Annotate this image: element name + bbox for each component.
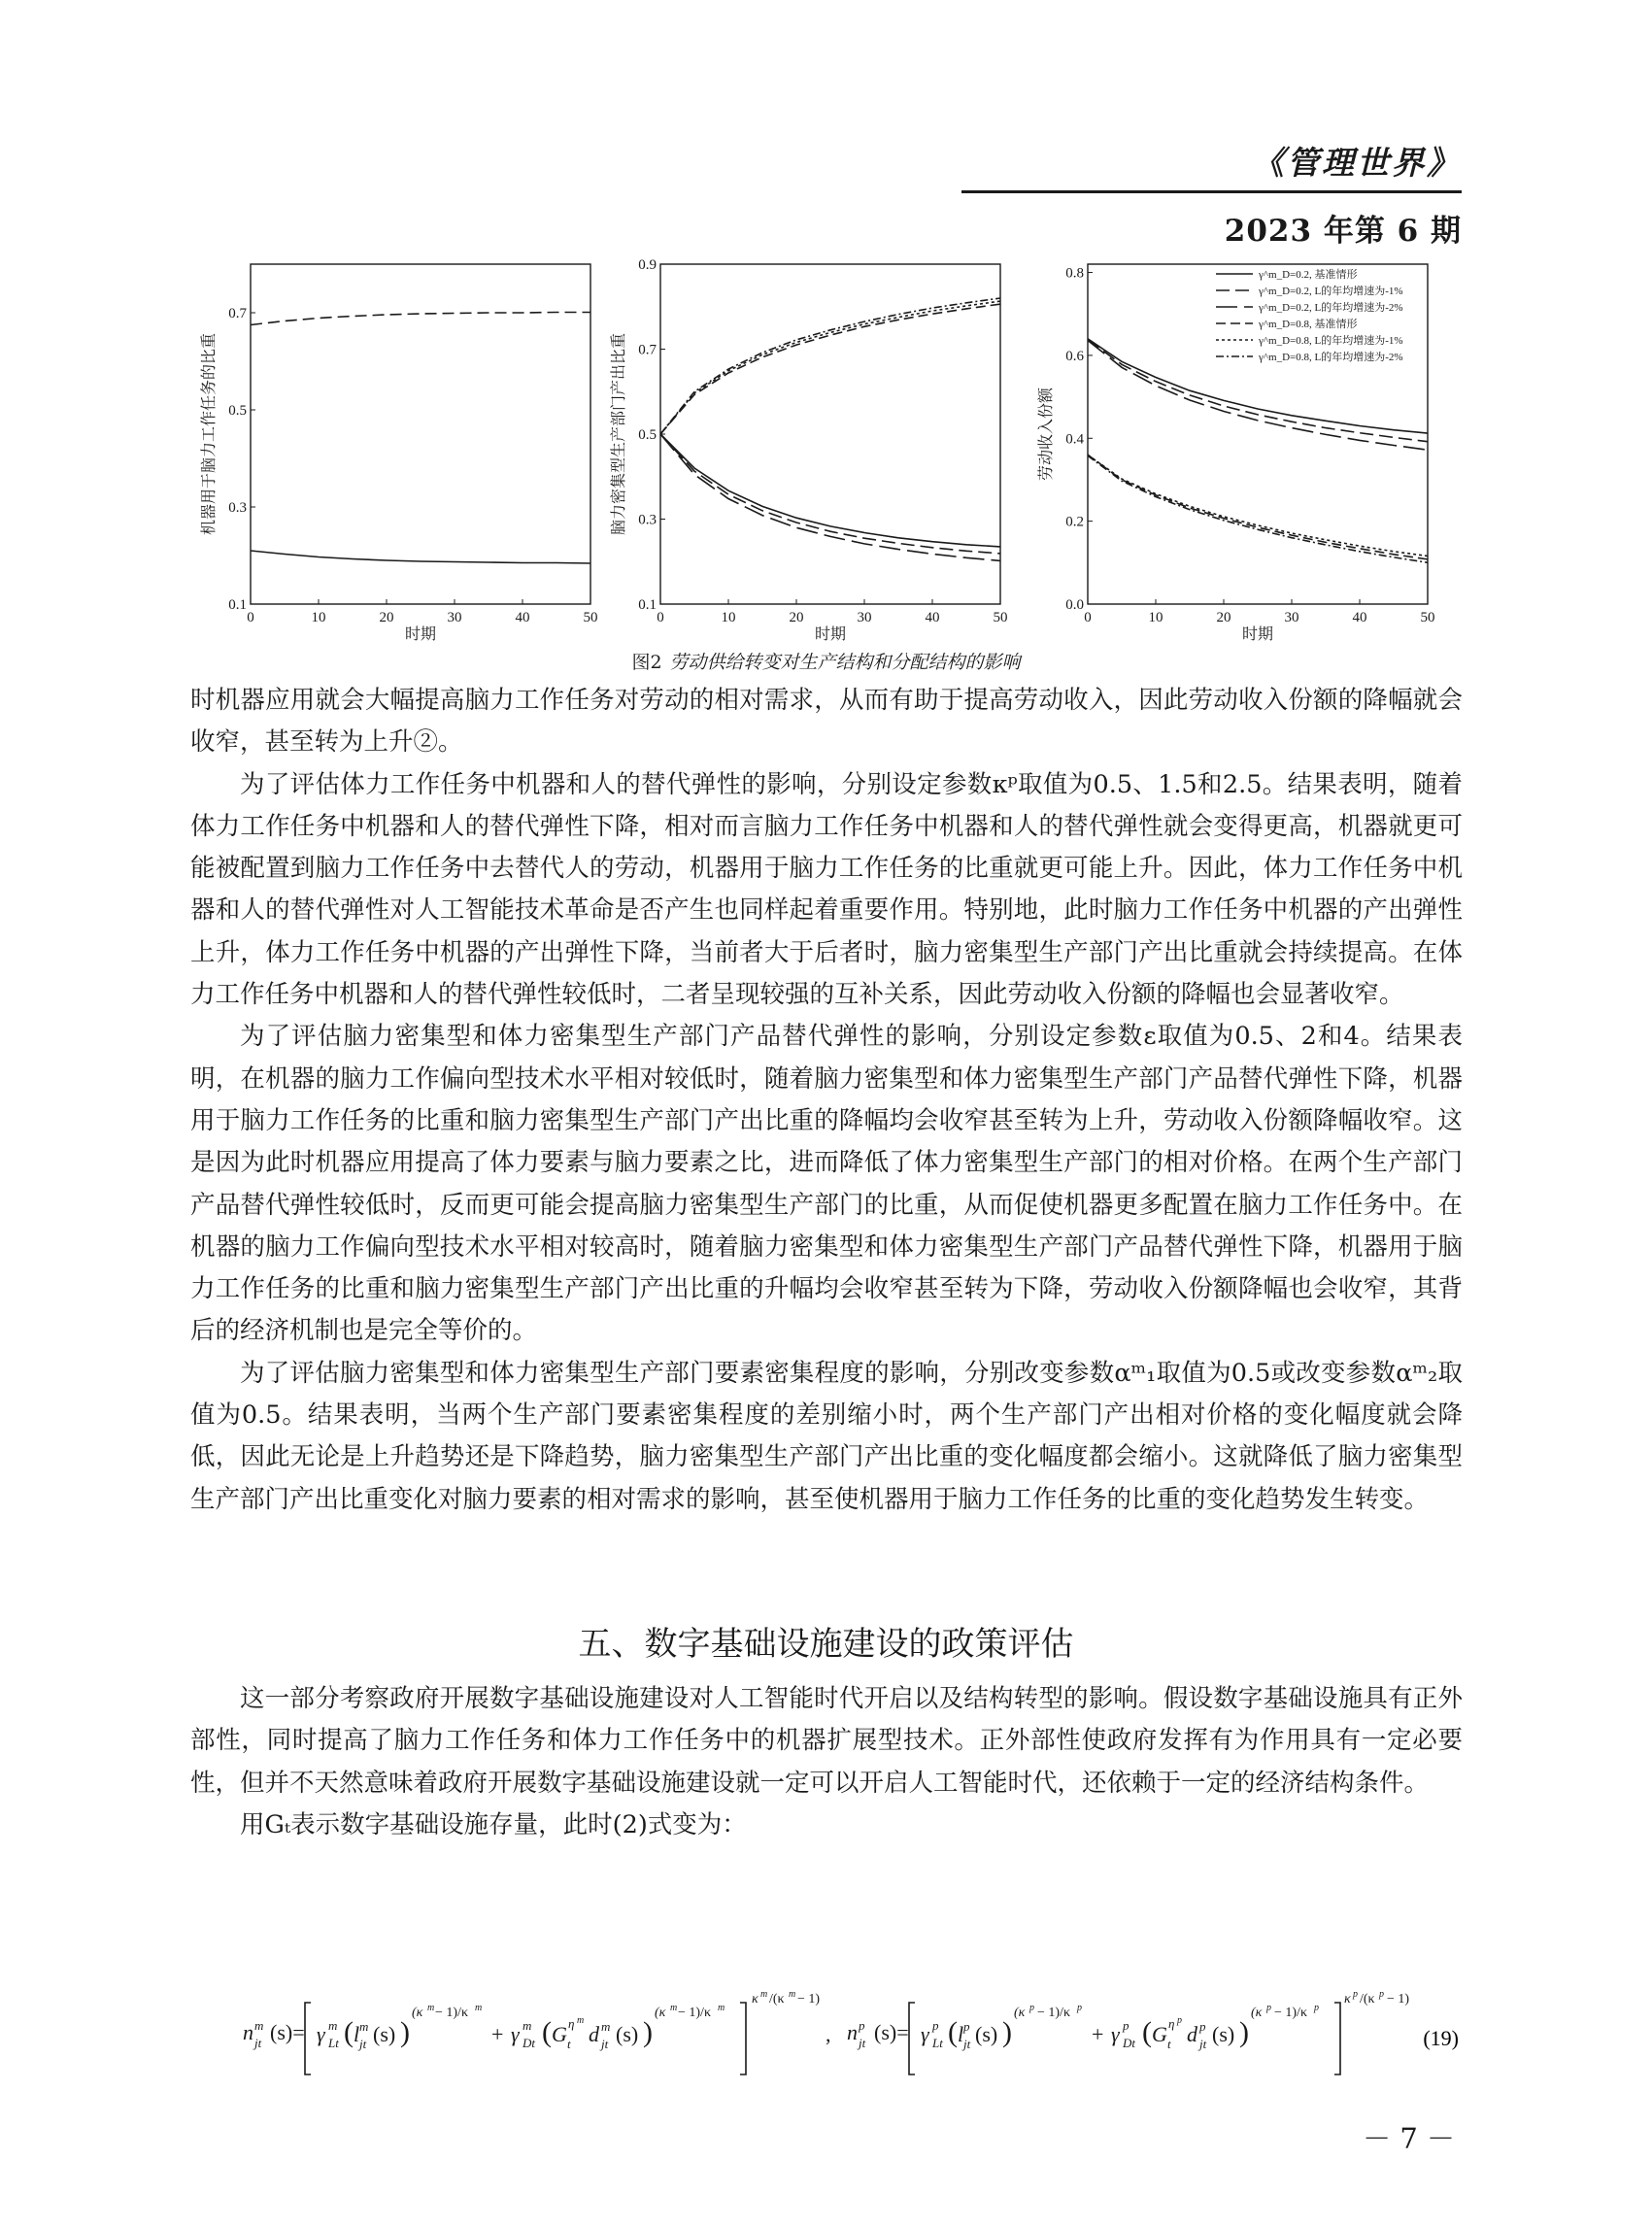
svg-text:/(κ: /(κ (769, 1992, 785, 2007)
y-tick-label: 0.7 (228, 306, 247, 321)
svg-text:Dt: Dt (523, 2036, 535, 2050)
header-rule (961, 190, 1462, 193)
svg-text:jt: jt (963, 2037, 971, 2051)
svg-text:(: ( (542, 2016, 552, 2048)
svg-text:(: ( (1142, 2016, 1152, 2048)
svg-text:G: G (552, 2022, 567, 2046)
y-tick-label: 0.1 (638, 597, 657, 613)
y-tick-label: 0.7 (638, 342, 657, 358)
plot-frame (660, 264, 1000, 604)
y-tick-label: 0.8 (1065, 265, 1084, 282)
svg-text:jt: jt (601, 2037, 609, 2051)
svg-text:m: m (789, 1989, 796, 2000)
svg-text:m: m (475, 2003, 483, 2013)
svg-text:m: m (670, 2003, 678, 2013)
svg-text:m: m (427, 2003, 435, 2013)
svg-text:m: m (718, 2003, 725, 2013)
paragraph: 为了评估脑力密集型和体力密集型生产部门产品替代弹性的影响，分别设定参数ε取值为0.5、2和4。结果表明，在机器的脑力工作偏向型技术水平相对较低时，随着脑力密集型和体力密集型生产部门产品替代弹性下降，机器用于脑力工作任务的比重和脑力密集型生产部门产出比重的降幅均会收窄甚至转为上升，劳动收入份额降幅收窄。这是因为此时机器应用提高了体力要素与脑力要素之比，进而降低了体力密集型生产部门的相对价格。在两个生产部门产品替代弹性较低时，反而更可能会提高脑力密集型生产部门的比重，从而促使机器更多配置在脑力工作任务中。在机器的脑力工作偏向型技术水平相对较高时，随着脑力密集型和体力密集型生产部门产品替代弹性下降，机器用于脑力工作任务的比重和脑力密集型生产部门产出比重的升幅均会收窄甚至转为下降，劳动收入份额降幅也会收窄，其背后的经济机制也是完全等价的。 (190, 1022, 1463, 1346)
svg-text:γ: γ (1111, 2022, 1120, 2046)
svg-text:p: p (932, 2018, 939, 2033)
x-tick-label: 20 (379, 610, 394, 625)
svg-text:+: + (1092, 2022, 1104, 2046)
chart-labor-share (1039, 254, 1467, 643)
svg-text:p: p (1353, 1989, 1358, 2000)
svg-text:p: p (1077, 2003, 1082, 2013)
series-line (660, 434, 1000, 554)
paragraph: 这一部分考察政府开展数字基础设施建设对人工智能时代开启以及结构转型的影响。假设数字基础设施具有正外部性，同时提高了脑力工作任务和体力工作任务中的机器扩展型技术。正外部性使政府发挥有为作用具有一定必要性，但并不天然意味着政府开展数字基础设施建设就一定可以开启人工智能时代，还依赖于一定的经济结构条件。 (190, 1684, 1463, 1798)
svg-text:p: p (1314, 2003, 1319, 2013)
svg-text:p: p (1177, 2015, 1182, 2026)
x-tick-label: 20 (1216, 610, 1231, 625)
y-tick-label: 0.1 (228, 597, 247, 613)
figure-caption-text: 劳动供给转变对生产结构和分配结构的影响 (669, 652, 1021, 673)
x-tick-label: 50 (1420, 610, 1435, 625)
svg-text:n: n (243, 2020, 253, 2044)
svg-text:m: m (328, 2018, 338, 2033)
svg-text:(κ: (κ (412, 2006, 423, 2020)
x-tick-label: 20 (789, 610, 804, 625)
svg-text:n: n (847, 2020, 858, 2044)
svg-text:l: l (354, 2022, 360, 2046)
body-text-lower (190, 1678, 1463, 1846)
svg-text:− 1)/κ: − 1)/κ (1274, 2006, 1308, 2020)
plot-frame (1088, 264, 1428, 604)
svg-text:p: p (963, 2019, 970, 2034)
x-tick-label: 40 (515, 610, 530, 625)
paragraph: 为了评估体力工作任务中机器和人的替代弹性的影响，分别设定参数κᵖ取值为0.5、1.5和2.5。结果表明，随着体力工作任务中机器和人的替代弹性下降，相对而言脑力工作任务中机器和人的替代弹性就会变得更高，机器就更可能被配置到脑力工作任务中去替代人的劳动，机器用于脑力工作任务的比重就更可能上升。因此，体力工作任务中机器和人的替代弹性对人工智能技术革命是否产生也同样起着重要作用。特别地，此时脑力工作任务中机器的产出弹性上升，体力工作任务中机器的产出弹性下降，当前者大于后者时，脑力密集型生产部门产出比重就会持续提高。在体力工作任务中机器和人的替代弹性较低时，二者呈现较强的互补关系，因此劳动收入份额的降幅也会显著收窄。 (190, 769, 1463, 1010)
svg-text:d: d (589, 2022, 599, 2046)
svg-text:,: , (826, 2022, 831, 2046)
paragraph: 为了评估脑力密集型和体力密集型生产部门要素密集程度的影响，分别改变参数αᵐ₁取值为0.5或改变参数αᵐ₂取值为0.5。结果表明，当两个生产部门要素密集程度的差别缩小时，两个生产部门产出相对价格的变化幅度就会降低，因此无论是上升趋势还是下降趋势，脑力密集型生产部门产出比重的变化幅度都会缩小。这就降低了脑力密集型生产部门产出比重变化对脑力要素的相对需求的影响，甚至使机器用于脑力工作任务的比重的变化趋势发生转变。 (190, 1358, 1463, 1514)
equation-number: (19) (1423, 2026, 1459, 2050)
series-line (1088, 455, 1428, 556)
x-tick-label: 0 (1084, 610, 1092, 625)
y-tick-label: 0.4 (1065, 431, 1084, 448)
series-line (660, 434, 1000, 547)
x-tick-label: 40 (1352, 610, 1367, 625)
y-tick-label: 0.9 (638, 257, 657, 273)
y-axis-label: 脑力密集型生产部门产出比重 (611, 332, 627, 536)
svg-text:η: η (1168, 2016, 1175, 2031)
svg-text:m: m (359, 2019, 369, 2034)
series-line (660, 298, 1000, 434)
svg-text:(s): (s) (373, 2022, 396, 2046)
series-line (660, 301, 1000, 434)
paragraph: 用Gₜ表示数字基础设施存量，此时(2)式变为： (240, 1809, 747, 1839)
svg-text:jt: jt (254, 2036, 262, 2050)
svg-text:t: t (1167, 2037, 1171, 2051)
svg-text:Lt: Lt (932, 2036, 943, 2050)
svg-text:− 1)/κ: − 1)/κ (435, 2006, 469, 2020)
svg-text:m: m (523, 2018, 532, 2033)
y-axis-label: 机器用于脑力工作任务的比重 (201, 332, 218, 536)
y-tick-label: 0.2 (1065, 514, 1084, 530)
y-tick-label: 0.5 (228, 403, 247, 419)
svg-text:/(κ: /(κ (1360, 1992, 1375, 2007)
svg-text:l: l (958, 2022, 964, 2046)
svg-text:(: ( (344, 2016, 354, 2048)
svg-text:η: η (568, 2016, 575, 2031)
svg-text:m: m (577, 2015, 585, 2026)
series-line (251, 313, 590, 325)
legend-label: γ^m_D=0.8, L的年均增速为-1% (1259, 335, 1403, 347)
svg-text:(κ: (κ (655, 2006, 666, 2020)
svg-text:(: ( (948, 2016, 958, 2048)
x-axis-label: 时期 (814, 626, 847, 643)
svg-text:m: m (254, 2018, 264, 2033)
y-axis-label: 劳动收入份额 (1038, 387, 1055, 482)
figure-number: 图2 (631, 652, 662, 673)
figure-caption (0, 648, 1652, 674)
legend-label: γ^m_D=0.2, L的年均增速为-2% (1259, 302, 1403, 314)
svg-text:(κ: (κ (1251, 2006, 1263, 2020)
svg-text:κ: κ (752, 1992, 759, 2007)
series-line (660, 304, 1000, 434)
y-tick-label: 0.3 (228, 500, 247, 516)
svg-text:(s)=: (s)= (874, 2020, 909, 2044)
y-tick-label: 0.6 (1065, 348, 1084, 364)
svg-text:t: t (567, 2037, 571, 2051)
chart-share-of-machines (185, 254, 598, 643)
svg-text:− 1)/κ: − 1)/κ (678, 2006, 712, 2020)
svg-text:p: p (859, 2018, 865, 2033)
svg-text:): ) (1239, 2016, 1249, 2048)
legend-label: γ^m_D=0.2, L的年均增速为-1% (1259, 286, 1403, 297)
body-text-upper (190, 680, 1463, 1521)
svg-text:− 1): − 1) (797, 1992, 821, 2007)
svg-text:− 1)/κ: − 1)/κ (1037, 2006, 1071, 2020)
x-tick-label: 10 (1148, 610, 1163, 625)
svg-text:d: d (1187, 2022, 1197, 2046)
y-tick-label: 0.5 (638, 427, 657, 443)
series-line (251, 551, 590, 563)
y-tick-label: 0.3 (638, 512, 657, 528)
svg-text:p: p (1266, 2003, 1271, 2013)
x-tick-label: 0 (247, 610, 254, 625)
x-tick-label: 30 (1284, 610, 1299, 625)
svg-text:γ: γ (921, 2022, 929, 2046)
svg-text:γ: γ (317, 2022, 325, 2046)
x-tick-label: 50 (583, 610, 598, 625)
svg-text:p: p (1379, 1989, 1384, 2000)
legend-label: γ^m_D=0.8, L的年均增速为-2% (1259, 352, 1403, 363)
legend-label: γ^m_D=0.2, 基准情形 (1259, 269, 1358, 281)
svg-text:(s)=: (s)= (270, 2020, 305, 2044)
paragraph: 时机器应用就会大幅提高脑力工作任务对劳动的相对需求，从而有助于提高劳动收入，因此劳动收入份额的降幅就会收窄，甚至转为上升②。 (190, 686, 1463, 758)
x-tick-label: 30 (447, 610, 462, 625)
x-tick-label: 50 (993, 610, 1008, 625)
svg-text:jt: jt (1199, 2037, 1207, 2051)
svg-text:jt: jt (859, 2036, 866, 2050)
svg-text:p: p (1029, 2003, 1034, 2013)
svg-text:p: p (1199, 2019, 1206, 2034)
chart-output-share (612, 254, 1039, 643)
svg-text:jt: jt (359, 2037, 367, 2051)
series-line (660, 434, 1000, 560)
svg-text:− 1): − 1) (1387, 1992, 1410, 2007)
x-axis-label: 时期 (1241, 626, 1274, 643)
series-line (1088, 455, 1428, 562)
svg-text:G: G (1152, 2022, 1167, 2046)
svg-text:): ) (400, 2016, 410, 2048)
svg-text:Dt: Dt (1123, 2036, 1135, 2050)
x-axis-label: 时期 (404, 626, 437, 643)
x-tick-label: 40 (925, 610, 940, 625)
journal-title: 《管理世界》 (1252, 144, 1462, 182)
x-tick-label: 30 (857, 610, 872, 625)
y-tick-label: 0.0 (1065, 597, 1084, 613)
plot-frame (251, 264, 590, 604)
series-line (1088, 455, 1428, 559)
legend-label: γ^m_D=0.8, 基准情形 (1259, 319, 1358, 330)
svg-text:(s): (s) (616, 2022, 639, 2046)
svg-text:(s): (s) (975, 2022, 998, 2046)
svg-text:γ: γ (511, 2022, 520, 2046)
svg-text:m: m (760, 1989, 768, 2000)
svg-text:): ) (643, 2016, 653, 2048)
svg-text:(s): (s) (1212, 2022, 1235, 2046)
svg-text:): ) (1002, 2016, 1012, 2048)
x-tick-label: 10 (311, 610, 326, 625)
svg-text:κ: κ (1344, 1992, 1351, 2007)
issue-label: 2023 年第 6 期 (1224, 214, 1462, 249)
section-heading: 五、数字基础设施建设的政策评估 (578, 1625, 1074, 1664)
x-tick-label: 10 (721, 610, 736, 625)
svg-text:m: m (601, 2019, 611, 2034)
svg-text:+: + (491, 2022, 504, 2046)
svg-text:p: p (1123, 2018, 1129, 2033)
x-tick-label: 0 (657, 610, 664, 625)
svg-text:Lt: Lt (328, 2036, 339, 2050)
equation-19 (233, 1981, 1467, 2088)
page-number: － 7 － (1363, 2122, 1455, 2155)
svg-text:(κ: (κ (1014, 2006, 1026, 2020)
figure-panels (185, 254, 1467, 643)
